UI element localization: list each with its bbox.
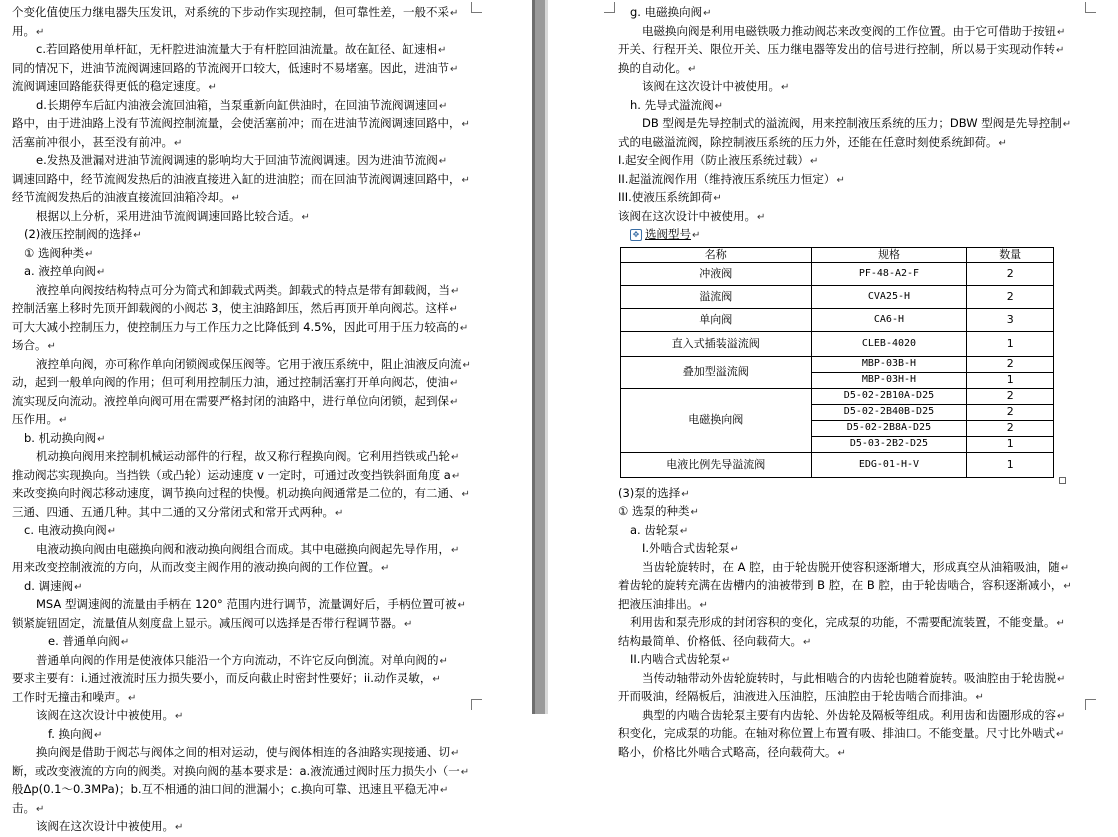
text-line-content: ① 选阀种类 [24,245,84,260]
text-line-content: DB 型阀是先导控制式的溢流阀，用来控制液压系统的压力；DBW 型阀是先导控制 [642,116,1062,130]
text-line-content: 积变化，完成泵的功能。在轴对称位置上布置有吸、排油口。不能变量。尺寸比外啮式 [618,726,1055,740]
paragraph-mark-icon: ↵ [450,396,459,408]
paragraph-mark-icon: ↵ [59,415,68,426]
text-line-content: 普通单向阀的作用是使液体只能沿一个方向流动，不许它反向倒流。对单向阀的 [36,652,439,667]
text-line [12,263,468,282]
valve-name-cell[interactable]: 电液比例先导溢流阀 [621,452,812,477]
text-line [12,282,468,301]
paragraph-mark-icon: ↵ [681,488,690,500]
valve-spec-cell[interactable]: CLEB-4020 [811,331,967,356]
table-row [621,388,1054,404]
paragraph-mark-icon: ↵ [451,748,460,759]
valve-qty-cell[interactable]: 1 [967,372,1054,388]
text-line [618,540,1098,559]
text-line-content: 路中，由于进油路上没有节流阀控制流量，会使活塞前冲；而在进油节流阀调速回路中， [12,116,461,130]
text-line-content: 可大大减小控制压力，使控制压力与工作压力之比降低到 4.5%，因此可用于压力较高的 [12,319,459,334]
right-bottom-text[interactable] [618,485,1098,763]
table-row [621,331,1054,356]
paragraph-mark-icon: ↵ [721,655,731,666]
table-row [621,285,1054,308]
text-line-content: 要求主要有：i.通过液流时压力损失要小，而反向截止时密封性要好；ii.动作灵敏， [12,671,432,685]
right-page-text[interactable] [618,4,1098,762]
text-line [12,319,468,338]
paragraph-mark-icon: ↵ [690,507,699,518]
text-line-content: 结构最简单、价格低、径向载荷大。 [618,633,802,648]
text-line-content: II.起溢流阀作用（维持液压系统压力恒定） [618,171,836,186]
text-line-content: 击。 [12,800,35,815]
paragraph-mark-icon: ↵ [47,341,56,352]
text-line-content: 略小，价格比外啮合式略高，径向载荷大。 [618,744,837,759]
paragraph-mark-icon: ↵ [713,193,722,204]
text-line-content: 压作用。 [12,412,58,426]
paragraph-mark-icon: ↵ [462,359,471,371]
page-corner-mark [471,699,482,710]
valve-name-cell[interactable]: 冲液阀 [621,262,812,285]
text-line-content: 场合。 [12,338,47,352]
text-line [12,707,468,726]
text-line-content: ① 选泵的种类 [618,504,690,518]
table-caption: 选阀型号 [645,227,691,241]
valve-spec-cell[interactable]: MBP-03H-H [811,372,967,388]
valve-spec-cell[interactable]: D5-02-2B10A-D25 [811,388,967,404]
page-gutter [532,0,548,714]
text-line [12,652,468,671]
text-line-content: 根据以上分析，采用进油节流阀调速回路比较合适。 [36,208,301,223]
text-line-content: 同的情况下，进油节流阀调速回路的节流阀开口较大，低速时不易堵塞。因此，进油节 [12,60,449,75]
valve-qty-cell[interactable]: 2 [967,420,1054,436]
valve-spec-cell[interactable]: D5-03-2B2-D25 [811,436,967,452]
valve-qty-cell[interactable]: 1 [967,331,1054,356]
paragraph-mark-icon: ↵ [231,193,240,204]
text-line-content: 把液压油排出。 [618,596,699,611]
left-page-text[interactable] [12,4,471,837]
valve-qty-cell[interactable]: 2 [967,285,1054,308]
paragraph-mark-icon: ↵ [36,26,45,38]
text-line-content: (2)液压控制阀的选择 [24,227,133,241]
valve-name-cell[interactable]: 直入式插装溢流阀 [621,331,812,356]
valve-name-cell[interactable]: 溢流阀 [621,285,812,308]
paragraph-mark-icon: ↵ [1056,618,1065,629]
text-line-content: 控制活塞上移时先顶开卸载阀的小阀芯 3，使主油路卸压，然后再顶开单向阀芯。这样 [12,301,449,315]
text-line [618,41,1098,60]
text-line-content: d.长期停车后缸内油液会流回油箱，当泵重新向缸供油时，在回油节流阀调速回 [36,97,438,112]
gutter-shadow [532,0,535,714]
paragraph-mark-icon: ↵ [459,322,469,334]
text-line [618,171,1098,190]
text-line-content: 个变化值使压力继电器失压发讯，对系统的下步动作实现控制，但可靠性差，一般不采 [12,5,449,19]
valve-name-cell[interactable]: 电磁换向阀 [621,388,812,452]
text-line-content: 该阀在这次设计中被使用。 [36,819,174,833]
paragraph-mark-icon: ↵ [404,618,413,630]
paragraph-mark-icon: ↵ [998,137,1007,149]
text-line-content: 用。 [12,23,35,38]
text-line-content: 机动换向阀用来控制机械运动部件的行程，故又称行程换向阀。它利用挡铁或凸轮 [36,449,450,463]
text-line-content: 流阀调速回路能获得更低的稳定速度。 [12,79,208,93]
paragraph-mark-icon: ↵ [714,100,723,112]
text-line [618,614,1098,633]
text-line-content: e. 普通单向阀 [48,634,120,648]
valve-qty-cell[interactable]: 2 [967,404,1054,420]
text-line-content: 调速回路中，经节流阀发热后的油液直接进入缸的进油腔；而在回油节流阀调速回路中， [12,171,461,186]
paragraph-mark-icon: ↵ [810,156,819,167]
text-line-content: 开关、行程开关、限位开关、压力继电器等发出的信号进行控制，所以易于实现动作转 [618,42,1055,56]
valve-table-wrapper [618,245,1054,482]
paragraph-mark-icon: ↵ [451,470,461,482]
table-caption-line [618,226,1098,245]
left-document-page [0,0,532,833]
text-line [618,725,1098,744]
text-line [12,97,468,116]
text-line [12,670,468,689]
text-line [12,134,468,153]
valve-spec-cell[interactable]: CA6-H [811,308,967,331]
paragraph-mark-icon: ↵ [461,174,470,186]
valve-spec-cell[interactable]: PF-48-A2-F [811,262,967,285]
text-line [618,651,1098,670]
paragraph-mark-icon: ↵ [432,674,441,685]
text-line [12,208,468,227]
paragraph-mark-icon: ↵ [128,692,137,704]
text-line [12,226,468,245]
paragraph-mark-icon: ↵ [451,452,460,463]
paragraph-mark-icon: ↵ [1057,26,1066,38]
text-line [12,448,468,467]
text-line [12,78,468,97]
text-line [618,23,1098,42]
paragraph-mark-icon: ↵ [120,637,130,648]
text-line-content: g. 电磁换向阀 [630,5,703,19]
paragraph-mark-icon: ↵ [837,747,846,759]
text-line-content: 典型的内啮合齿轮泵主要有内齿轮、外齿轮及隔板等组成。利用齿和齿圈形成的容 [642,707,1056,722]
text-line [12,23,468,42]
paragraph-mark-icon: ↵ [174,137,183,149]
text-line-content: 三通、四通、五通几种。其中二通的又分常闭式和常开式两种。 [12,504,334,519]
text-line [12,171,468,190]
text-line [618,78,1098,97]
text-line-content: a. 液控单向阀 [24,264,96,278]
text-line-content: 该阀在这次设计中被使用。 [618,208,756,223]
text-line [12,726,468,745]
text-line [12,615,468,634]
paragraph-mark-icon: ↵ [449,304,458,315]
table-row [621,356,1054,372]
paragraph-mark-icon: ↵ [688,63,697,75]
paragraph-mark-icon: ↵ [1056,729,1065,740]
valve-name-cell[interactable]: 叠加型溢流阀 [621,356,812,388]
paragraph-mark-icon: ↵ [301,211,310,223]
header-spec: 规格 [811,247,967,262]
text-line [618,596,1098,615]
paragraph-mark-icon: ↵ [1057,710,1066,722]
text-line-content: 液控单向阀按结构特点可分为简式和卸载式两类。卸载式的特点是带有卸载阀，当 [36,282,450,297]
valve-qty-cell[interactable]: 1 [967,452,1054,477]
text-line-content: f. 换向阀 [48,726,94,741]
paragraph-mark-icon: ↵ [208,82,217,93]
text-line-content: 当齿轮旋转时，在 A 腔，由于轮齿脱开使容积逐渐增大，形成真空从油箱吸油，随 [642,559,1060,574]
text-line-content: I.起安全阀作用（防止液压系统过载） [618,153,810,167]
text-line-content: 着齿轮的旋转充满在齿槽内的油被带到 B 腔，在 B 腔，由于轮齿啮合，容积逐渐减小， [618,578,1063,592]
text-line [12,41,468,60]
paragraph-mark-icon: ↵ [679,525,689,537]
text-line [12,522,468,541]
text-line [12,559,468,578]
text-line-content: 换向阀是借助于阀芯与阀体之间的相对运动，使与阀体相连的各油路实现接通、切 [36,745,450,759]
paragraph-mark-icon: ↵ [461,489,470,500]
text-line [12,337,468,356]
paragraph-mark-icon: ↵ [437,45,447,56]
text-line [12,800,468,819]
header-name: 名称 [621,247,812,262]
paragraph-mark-icon: ↵ [757,211,766,223]
paragraph-mark-icon: ↵ [451,544,460,556]
text-line [12,578,468,597]
paragraph-mark-icon: ↵ [730,544,739,555]
text-line-content: d. 调速阀 [24,578,74,593]
text-line [618,688,1098,707]
paragraph-mark-icon: ↵ [457,600,466,611]
valve-spec-cell[interactable]: MBP-03B-H [811,356,967,372]
paragraph-mark-icon: ↵ [703,8,712,19]
text-line [12,115,468,134]
text-line-content: 工作时无撞击和噪声。 [12,689,127,704]
text-line [12,818,468,837]
text-line [12,152,468,171]
valve-spec-cell[interactable]: CVA25-H [811,285,967,308]
text-line-content: II.内啮合式齿轮泵 [630,652,721,666]
paragraph-mark-icon: ↵ [450,63,459,75]
table-body [621,262,1054,477]
text-line [12,689,468,708]
text-line [12,4,468,23]
valve-qty-cell[interactable]: 1 [967,436,1054,452]
table-row [621,308,1054,331]
text-line-content: 用来改变控制液流的方向，从而改变主阀作用的液动换向阀的工作位置。 [12,560,380,574]
text-line [12,467,468,486]
paragraph-mark-icon: ↵ [781,82,790,93]
valve-qty-cell[interactable]: 2 [967,356,1054,372]
paragraph-mark-icon: ↵ [460,766,470,778]
text-line [618,670,1098,689]
text-line [618,559,1098,578]
paragraph-mark-icon: ↵ [1056,45,1065,56]
text-line [618,707,1098,726]
text-line [618,208,1098,227]
right-document-page [548,0,1118,759]
text-line-content: e.发热及泄漏对进油节流阀调速的影响均大于回油节流阀调速。因为进油节流阀 [36,153,438,167]
text-line-content: 锁紧旋钮固定，流量值从刻度盘上显示。减压阀可以选择是否带行程调节器。 [12,615,403,630]
paragraph-mark-icon: ↵ [133,230,142,241]
text-line [618,60,1098,79]
table-move-handle-icon[interactable]: ✥ [630,229,642,241]
paragraph-mark-icon: ↵ [440,785,449,796]
text-line-content: 动，起到一般单向阀的作用；但可利用控制压力油，通过控制活塞打开单向阀芯，使油 [12,375,449,389]
text-line [618,152,1098,171]
text-line-content: c. 电液动换向阀 [24,523,107,537]
text-line-content: 般Δp(0.1～0.3MPa)；b.互不相通的油口间的泄漏小；c.换向可靠、迅速且平稳无冲 [12,782,440,796]
paragraph-mark-icon: ↵ [175,822,184,833]
paragraph-mark-icon: ↵ [438,100,448,112]
text-line [618,522,1098,541]
text-line [12,763,468,782]
paragraph-mark-icon: ↵ [975,692,984,703]
text-line [12,596,468,615]
text-line-content: a. 齿轮泵 [630,522,679,537]
text-line-content: 开而吸油，经隔板后，油液进入压油腔，压油腔由于轮齿啮合而排油。 [618,689,975,703]
valve-spec-cell[interactable]: D5-02-2B40B-D25 [811,404,967,420]
text-line [12,189,468,208]
text-line-content: c.若回路使用单杆缸，无杆腔进油流量大于有杆腔回油流量。故在缸径、缸速相 [36,42,437,56]
text-line-content: 活塞前冲很小，甚至没有前冲。 [12,134,173,149]
text-line [12,245,468,264]
valve-qty-cell[interactable]: 2 [967,388,1054,404]
text-line [618,189,1098,208]
text-line-content: 该阀在这次设计中被使用。 [642,79,780,93]
text-line [12,393,468,412]
header-qty: 数量 [967,247,1054,262]
table-row [621,452,1054,477]
text-line [618,134,1098,153]
text-line-content: 当传动轴带动外齿轮旋转时，与此相啮合的内齿轮也随着旋转。吸油腔由于轮齿脱 [642,670,1056,685]
text-line [12,300,468,319]
table-resize-handle-icon[interactable] [1059,477,1066,484]
paragraph-mark-icon: ↵ [74,581,83,593]
paragraph-mark-icon: ↵ [1062,119,1072,130]
text-line [12,485,468,504]
text-line-content: 来改变换向时阀芯移动速度，调节换向过程的快慢。机动换向阀通常是二位的，有二通、 [12,486,461,500]
paragraph-mark-icon: ↵ [438,156,448,167]
text-line-content: 电液动换向阀由电磁换向阀和液动换向阀组合而成。其中电磁换向阀起先导作用， [36,541,450,556]
text-line [12,541,468,560]
right-top-text[interactable] [618,4,1098,226]
text-line-content: 利用齿和泵壳形成的封闭容积的变化，完成泵的功能，不需要配流装置，不能变量。 [630,615,1056,629]
valve-selection-table[interactable] [620,247,1054,478]
text-line [12,411,468,430]
paragraph-mark-icon: ↵ [439,655,448,667]
text-line-content: 电磁换向阀是利用电磁铁吸力推动阀芯来改变阀的工作位置。由于它可借助于按钮 [642,23,1056,38]
text-line [12,781,468,800]
paragraph-mark-icon: ↵ [450,8,459,19]
text-line [12,374,468,393]
text-line [618,503,1098,522]
paragraph-mark-icon: ↵ [699,599,708,611]
text-line-content: h. 先导式溢流阀 [630,97,714,112]
text-line [618,633,1098,652]
text-line [12,633,468,652]
text-line [12,356,471,375]
text-line-content: b. 机动换向阀 [24,430,97,445]
paragraph-mark-icon: ↵ [803,636,812,648]
text-line-content: 断，或改变液流的方向的阀类。对换向阀的基本要求是：a.液流通过阀时压力损失小（一 [12,763,460,778]
paragraph-mark-icon: ↵ [335,507,344,519]
paragraph-mark-icon: ↵ [107,526,117,537]
text-line [12,504,468,523]
paragraph-mark-icon: ↵ [84,248,94,260]
text-line-content: 换的自动化。 [618,60,687,75]
text-line-content: MSA 型调速阀的流量由手柄在 120° 范围内进行调节，流量调好后，手柄位置可被 [36,597,457,611]
paragraph-mark-icon: ↵ [36,803,45,815]
text-line [618,4,1098,23]
table-header-row [621,247,1054,262]
paragraph-mark-icon: ↵ [94,729,103,741]
table-row [621,262,1054,285]
paragraph-mark-icon: ↵ [1060,562,1070,574]
paragraph-mark-icon: ↵ [461,119,470,130]
paragraph-mark-icon: ↵ [97,433,106,445]
text-line [618,744,1098,763]
text-line-content: 液控单向阀，亦可称作单向闭锁阀或保压阀等。它用于液压系统中，阻止油液反向流 [36,356,462,371]
text-line-content: 流实现反向流动。液控单向阀可用在需要严格封闭的油路中，进行单位向闭锁，起到保 [12,393,449,408]
text-line [12,430,468,449]
text-line [12,744,468,763]
valve-spec-cell[interactable]: EDG-01-H-V [811,452,967,477]
paragraph-mark-icon: ↵ [96,267,106,278]
text-line-content: 经节流阀发热后的油液直接流回油箱冷却。 [12,190,231,204]
valve-spec-cell[interactable]: D5-02-2B8A-D25 [811,420,967,436]
paragraph-mark-icon: ↵ [692,230,701,241]
paragraph-mark-icon: ↵ [451,285,460,297]
text-line [618,577,1098,596]
valve-name-cell[interactable]: 单向阀 [621,308,812,331]
text-line-content: 式的电磁溢流阀，除控制液压系统的压力外，还能在任意时刻使系统卸荷。 [618,134,998,149]
text-line [618,115,1098,134]
page-corner-mark [471,2,482,13]
valve-qty-cell[interactable]: 2 [967,262,1054,285]
page-corner-mark [604,2,615,13]
text-line [618,97,1098,116]
text-line [618,485,1098,504]
text-line-content: I.外啮合式齿轮泵 [642,541,730,555]
valve-qty-cell[interactable]: 3 [967,308,1054,331]
text-line-content: (3)泵的选择 [618,485,681,500]
text-line-content: 该阀在这次设计中被使用。 [36,708,174,722]
paragraph-mark-icon: ↵ [175,711,184,722]
text-line [12,60,468,79]
paragraph-mark-icon: ↵ [836,174,845,186]
paragraph-mark-icon: ↵ [450,378,459,389]
paragraph-mark-icon: ↵ [381,563,390,574]
paragraph-mark-icon: ↵ [1063,581,1072,592]
text-line-content: III.使液压系统卸荷 [618,190,713,204]
paragraph-mark-icon: ↵ [1057,673,1066,685]
text-line-content: 推动阀芯实现换向。当挡铁（或凸轮）运动速度 v 一定时，可通过改变挡铁斜面角度 a [12,467,451,482]
